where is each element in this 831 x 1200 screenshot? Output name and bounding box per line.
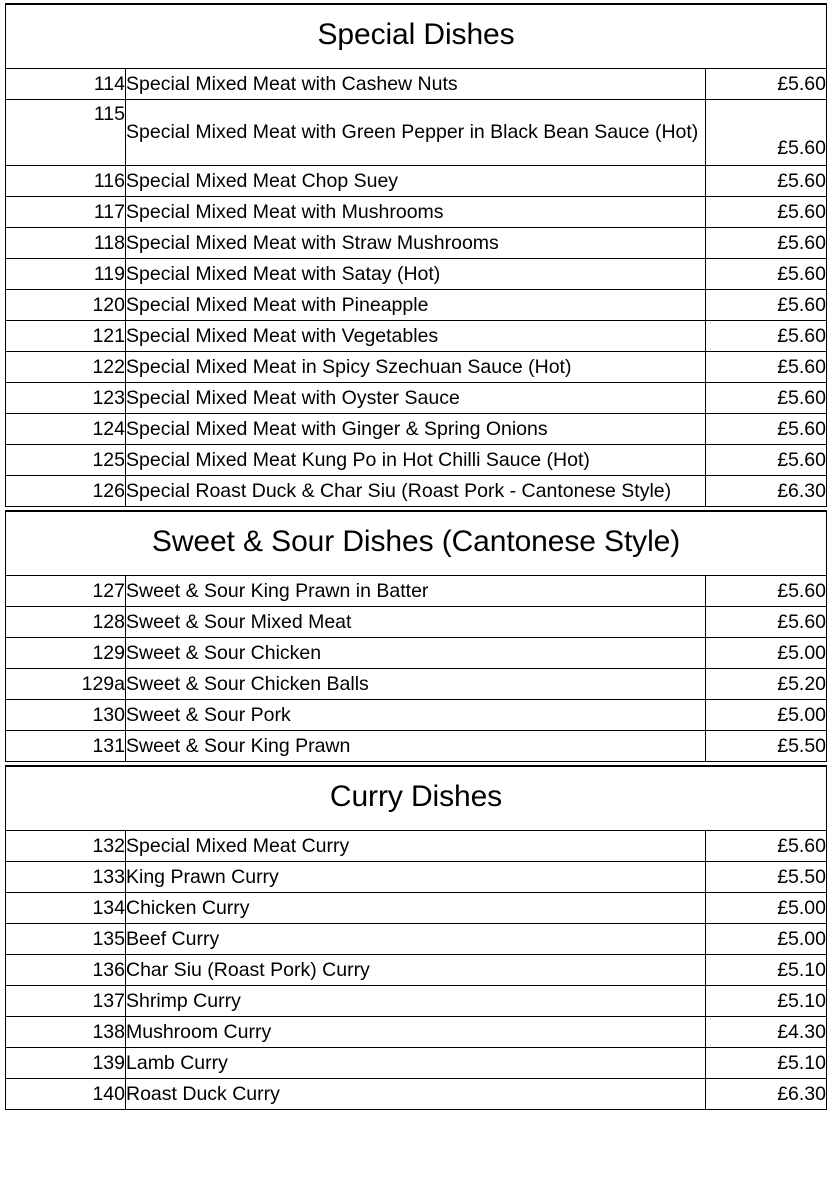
menu-item-price: £5.60 (706, 352, 827, 383)
menu-item-name: Special Mixed Meat with Oyster Sauce (126, 383, 706, 414)
menu-item-name: Mushroom Curry (126, 1017, 706, 1048)
menu-item-name: Special Mixed Meat with Cashew Nuts (126, 69, 706, 100)
menu-item-row (6, 924, 827, 955)
menu-item-number: 140 (6, 1079, 126, 1110)
menu-item-price: £5.20 (706, 669, 827, 700)
menu-item-row (6, 100, 827, 166)
menu-item-row (6, 290, 827, 321)
section-title: Sweet & Sour Dishes (Cantonese Style) (6, 511, 827, 576)
menu-item-name: Beef Curry (126, 924, 706, 955)
menu-item-price: £5.60 (706, 831, 827, 862)
menu-item-number: 127 (6, 576, 126, 607)
menu-item-number: 137 (6, 986, 126, 1017)
menu-item-price: £5.60 (706, 197, 827, 228)
menu-item-row (6, 69, 827, 100)
menu-item-number: 139 (6, 1048, 126, 1079)
menu-item-number: 118 (6, 228, 126, 259)
menu-item-number: 129a (6, 669, 126, 700)
menu-item-row (6, 259, 827, 290)
menu-item-price: £5.10 (706, 986, 827, 1017)
menu-item-row (6, 700, 827, 731)
menu-item-price: £5.60 (706, 228, 827, 259)
menu-item-row (6, 228, 827, 259)
menu-item-row (6, 607, 827, 638)
menu-item-name: Roast Duck Curry (126, 1079, 706, 1110)
menu-item-row (6, 197, 827, 228)
menu-item-row (6, 383, 827, 414)
menu-item-row (6, 893, 827, 924)
menu-item-row (6, 576, 827, 607)
section-header-row (6, 4, 827, 69)
section-header-row (6, 511, 827, 576)
menu-item-row (6, 166, 827, 197)
menu-item-row (6, 638, 827, 669)
menu-item-row (6, 476, 827, 507)
menu-item-price: £6.30 (706, 476, 827, 507)
menu-item-number: 133 (6, 862, 126, 893)
menu-item-row (6, 831, 827, 862)
menu-item-row (6, 669, 827, 700)
menu-item-number: 121 (6, 321, 126, 352)
menu-item-name: Lamb Curry (126, 1048, 706, 1079)
menu-item-name: Special Mixed Meat Curry (126, 831, 706, 862)
menu-item-number: 129 (6, 638, 126, 669)
menu-section-curry-dishes (5, 765, 827, 1110)
menu-section-special-dishes (5, 3, 827, 507)
menu-item-name: Special Mixed Meat with Ginger & Spring Onions (126, 414, 706, 445)
menu-item-price: £5.50 (706, 731, 827, 762)
menu-item-name: Special Mixed Meat with Pineapple (126, 290, 706, 321)
menu-item-row (6, 414, 827, 445)
menu-item-row (6, 986, 827, 1017)
menu-item-number: 115 (6, 100, 126, 166)
menu-item-number: 135 (6, 924, 126, 955)
menu-item-name: Special Mixed Meat with Straw Mushrooms (126, 228, 706, 259)
menu-item-name: Special Mixed Meat Kung Po in Hot Chilli Sauce (Hot) (126, 445, 706, 476)
menu-item-number: 126 (6, 476, 126, 507)
menu-item-price: £4.30 (706, 1017, 827, 1048)
menu-item-name: Special Mixed Meat Chop Suey (126, 166, 706, 197)
menu-item-name: Sweet & Sour King Prawn in Batter (126, 576, 706, 607)
menu-item-price: £5.60 (706, 259, 827, 290)
menu-item-price: £5.00 (706, 924, 827, 955)
menu-item-number: 138 (6, 1017, 126, 1048)
menu-item-name: Chicken Curry (126, 893, 706, 924)
section-header-row (6, 766, 827, 831)
menu-item-row (6, 955, 827, 986)
menu-item-name: Sweet & Sour Pork (126, 700, 706, 731)
menu-item-row (6, 1079, 827, 1110)
menu-item-price: £5.60 (706, 607, 827, 638)
menu-item-row (6, 862, 827, 893)
menu-item-name: King Prawn Curry (126, 862, 706, 893)
menu-item-number: 134 (6, 893, 126, 924)
menu-item-name: Special Mixed Meat with Green Pepper in Black Bean Sauce (Hot) (126, 100, 706, 166)
menu-item-row (6, 731, 827, 762)
menu-item-price: £5.00 (706, 700, 827, 731)
menu-item-number: 131 (6, 731, 126, 762)
menu-item-number: 117 (6, 197, 126, 228)
menu-item-row (6, 352, 827, 383)
menu-item-price: £5.50 (706, 862, 827, 893)
menu-item-price: £5.10 (706, 955, 827, 986)
menu-item-row (6, 445, 827, 476)
menu-item-name: Sweet & Sour Chicken Balls (126, 669, 706, 700)
menu-item-price: £5.60 (706, 414, 827, 445)
menu-item-number: 132 (6, 831, 126, 862)
menu-item-number: 136 (6, 955, 126, 986)
section-title: Curry Dishes (6, 766, 827, 831)
menu-sections-container (5, 3, 826, 1110)
menu-item-number: 128 (6, 607, 126, 638)
menu-item-name: Special Mixed Meat in Spicy Szechuan Sauce (Hot) (126, 352, 706, 383)
menu-item-name: Special Roast Duck & Char Siu (Roast Pork - Cantonese Style) (126, 476, 706, 507)
menu-item-name: Special Mixed Meat with Satay (Hot) (126, 259, 706, 290)
menu-section-sweet-and-sour-dishes (5, 510, 827, 762)
section-title: Special Dishes (6, 4, 827, 69)
menu-item-price: £5.60 (706, 69, 827, 100)
menu-item-number: 114 (6, 69, 126, 100)
menu-item-row (6, 1048, 827, 1079)
menu-item-name: Special Mixed Meat with Mushrooms (126, 197, 706, 228)
menu-item-price: £5.60 (706, 290, 827, 321)
menu-item-price: £5.10 (706, 1048, 827, 1079)
menu-item-number: 120 (6, 290, 126, 321)
menu-item-price: £5.60 (706, 445, 827, 476)
menu-item-price: £5.00 (706, 638, 827, 669)
menu-item-price: £5.60 (706, 383, 827, 414)
menu-item-name: Char Siu (Roast Pork) Curry (126, 955, 706, 986)
menu-item-name: Shrimp Curry (126, 986, 706, 1017)
menu-item-price: £5.60 (706, 166, 827, 197)
menu-item-price: £5.60 (706, 321, 827, 352)
menu-item-name: Special Mixed Meat with Vegetables (126, 321, 706, 352)
menu-item-row (6, 321, 827, 352)
menu-item-number: 123 (6, 383, 126, 414)
menu-item-number: 122 (6, 352, 126, 383)
menu-item-number: 116 (6, 166, 126, 197)
menu-item-name: Sweet & Sour Mixed Meat (126, 607, 706, 638)
menu-item-name: Sweet & Sour King Prawn (126, 731, 706, 762)
menu-item-price: £5.60 (706, 576, 827, 607)
menu-item-number: 125 (6, 445, 126, 476)
menu-item-name: Sweet & Sour Chicken (126, 638, 706, 669)
menu-item-price: £5.60 (706, 100, 827, 166)
menu-item-price: £5.00 (706, 893, 827, 924)
menu-item-number: 119 (6, 259, 126, 290)
menu-item-price: £6.30 (706, 1079, 827, 1110)
menu-item-number: 130 (6, 700, 126, 731)
menu-item-row (6, 1017, 827, 1048)
menu-item-number: 124 (6, 414, 126, 445)
